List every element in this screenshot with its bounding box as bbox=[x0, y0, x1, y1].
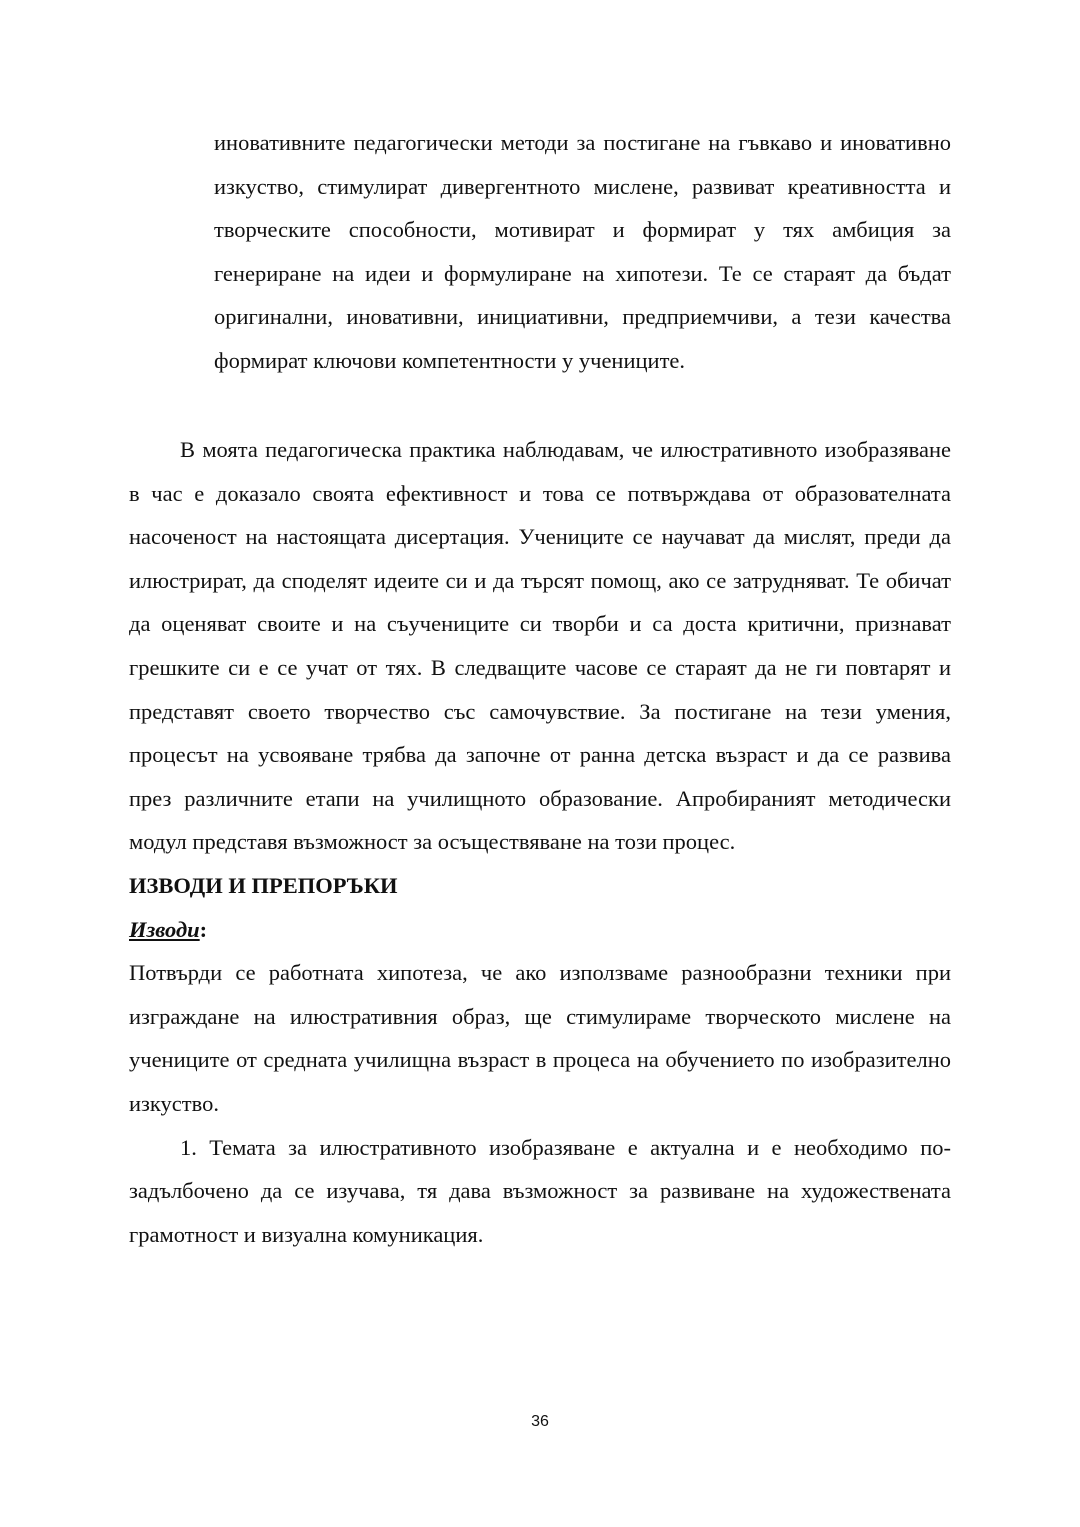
conclusions-subheading bbox=[129, 908, 951, 952]
page-number: 36 bbox=[531, 1413, 549, 1430]
hypothesis-paragraph: Потвърди се работната хипотеза, че ако използваме разнообразни техники при изграждане на илюстративния образ, ще стимулираме творческото мислене на учениците от средната училищна възраст в процеса на обучението по изобразително изкуство. bbox=[129, 960, 951, 1116]
conclusion-item-1: 1. Темата за илюстративното изобразяване е актуална и е необходимо по-задълбочено да се изучава, тя дава възможност за развиване на художествената грамотност и визуална комуникация. bbox=[129, 1134, 951, 1247]
practice-paragraph: В моята педагогическа практика наблюдавам, че илюстративното изобразяване в час е доказало своята ефективност и това се потвърждава от образователната насоченост на настоящата дисертация. Учениците се научават да мислят, преди да илюстрират, да споделят идеите си и да търсят помощ, ако се затрудняват. Те обичат да оценяват своите и на съучениците си творби и са доста критични, признават грешките си е се учат от тях. В следващите часове се стараят да не ги повтарят и представят своето творчество със самочувствие. За постигане на тези умения, процесът на усвояване трябва да започне от ранна детска възраст и да се развива през различните етапи на училищното образование. Апробираният методически модул представя възможност за осъществяване на този процес. bbox=[129, 437, 951, 855]
conclusions-colon: : bbox=[199, 916, 208, 942]
conclusions-label: Изводи bbox=[129, 916, 200, 942]
intro-paragraph: иновативните педагогически методи за постигане на гъвкаво и иновативно изкуство, стимулират дивергентното мислене, развиват креативността и творческите способности, мотивират и формират у тях амбиция за генериране на идеи и формулиране на хипотези. Те се стараят да бъдат оригинални, иновативни, инициативни, предприемчиви, а тези качества формират ключови компетентности у учениците. bbox=[214, 130, 951, 373]
main-text-block bbox=[129, 428, 951, 1256]
section-heading: ИЗВОДИ И ПРЕПОРЪКИ bbox=[129, 872, 398, 898]
intro-indented-block bbox=[214, 121, 951, 383]
